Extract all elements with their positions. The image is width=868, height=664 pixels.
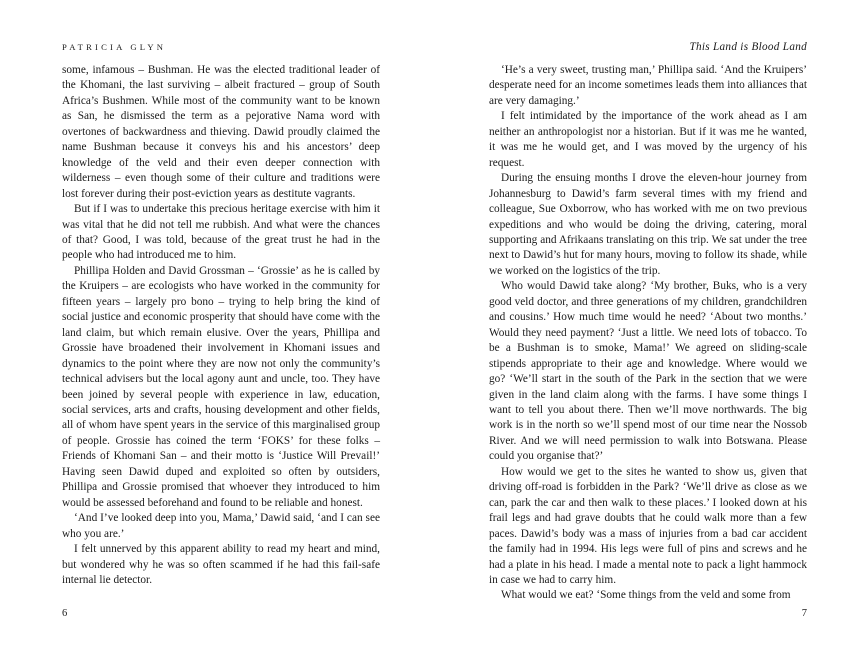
- paragraph: During the ensuing months I drove the eleven-hour journey from Johannesburg to Dawid’s farm several times with my friend and colleague, Sue Oxborrow, who has worked with me on two previous expeditions and who would be doing the driving, catering, moral supporting and Afrikaans translating on this trip. We sat under the tree next to Dawid’s hut for many hours, moving to follow its shade, while we worked on the logistics of the trip.: [489, 172, 807, 277]
- left-page: [62, 0, 380, 664]
- paragraph: But if I was to undertake this precious heritage exercise with him it was vital that he did not tell me rubbish. And what were the chances of that? Good, I was told, because of the great trust he had in the people who had introduced me to him.: [62, 203, 380, 262]
- paragraph: ‘And I’ve looked deep into you, Mama,’ Dawid said, ‘and I can see who you are.’: [62, 512, 380, 540]
- right-page-body: [489, 63, 807, 604]
- page-number: 6: [62, 608, 68, 619]
- paragraph: Who would Dawid take along? ‘My brother, Buks, who is a very good veld doctor, and three generations of my children, grandchildren and cousins.’ How much time would he need? ‘About two months.’ Would they need payment? ‘Just a little. We need lots of tobacco. To be a Bushman is to smoke, Mama!’ We agreed on sliding-scale stipends appropriate to their age and knowledge. Where would we go? ‘We’ll start in the south of the Park in the section that we were given in the land claim along with the farms. I have some things I want to tell you about there. Then we’ll move northwards. The big work is in the north so we’ll spend most of our time near the Nossob River. And we will need permission to walk into Botswana. Please could you organise that?’: [489, 280, 807, 463]
- paragraph: some, infamous – Bushman. He was the elected traditional leader of the Khomani, the last surviving – albeit fractured – group of South Africa’s Bushmen. While most of the community want to be known as San, he dismissed the term as a pejorative Nama word with overtones of backwardness and thieving. Dawid proudly claimed the name Bushman because it conveys his and his ancestors’ deep knowledge of the veld and their even deeper connection with wilderness – even though some of their culture and traditions were lost forever during their post-eviction years as destitute vagrants.: [62, 64, 380, 200]
- paragraph: I felt intimidated by the importance of the work ahead as I am neither an anthropologist nor a historian. But if it was me he wanted, it was me he would get, and I was moved by the urgency of his request.: [489, 110, 807, 169]
- paragraph: Phillipa Holden and David Grossman – ‘Grossie’ as he is called by the Kruipers – are ecologists who have worked in the community for fifteen years – largely pro bono – trying to help bring the kind of social justice and economic prosperity that should have come with the land claim, but which remain elusive. Over the years, Phillipa and Grossie have broadened their involvement in Khomani issues and dynamics to the point where they are now not only the community’s technical advisers but the local agony aunt and uncle, too. They have been joined by several people with experience in law, education, social services, arts and crafts, housing development and other fields, all of whom have spent years in the service of this marginalised group of people. Grossie has coined the term ‘FOKS’ for these folks – Friends of Khomani San – and their motto is ‘Justice Will Prevail!’ Having seen Dawid duped and exploited so often by outsiders, Phillipa and Grossie promised that whoever they introduced to him would be assessed beforehand and found to be reliable and honest.: [62, 264, 380, 509]
- paragraph: I felt unnerved by this apparent ability to read my heart and mind, but wondered why he was so often scammed if he had this fail-safe internal lie detector.: [62, 543, 380, 586]
- running-head-title: This Land is Blood Land: [689, 41, 807, 53]
- right-page: [489, 0, 807, 664]
- paragraph: ‘He’s a very sweet, trusting man,’ Phillipa said. ‘And the Kruipers’ desperate need for an income sometimes leads them into alliances that are very damaging.’: [489, 64, 807, 107]
- left-page-body: [62, 63, 380, 588]
- paragraph: What would we eat? ‘Some things from the veld and some from: [501, 589, 791, 602]
- page-number: 7: [801, 608, 807, 619]
- running-head-author: PATRICIA GLYN: [62, 42, 167, 52]
- paragraph: How would we get to the sites he wanted to show us, given that driving off-road is forbidden in the Park? ‘We’ll drive as close as we can, park the car and then walk to these places.’ I looked down at his frail legs and had grave doubts that he could walk more than a few paces. Dawid’s body was a mass of injuries from a bad car accident the family had in 1994. His legs were full of pins and screws and he had a plate in his head. I made a mental note to pack a light hammock in case we had to carry him.: [489, 465, 807, 586]
